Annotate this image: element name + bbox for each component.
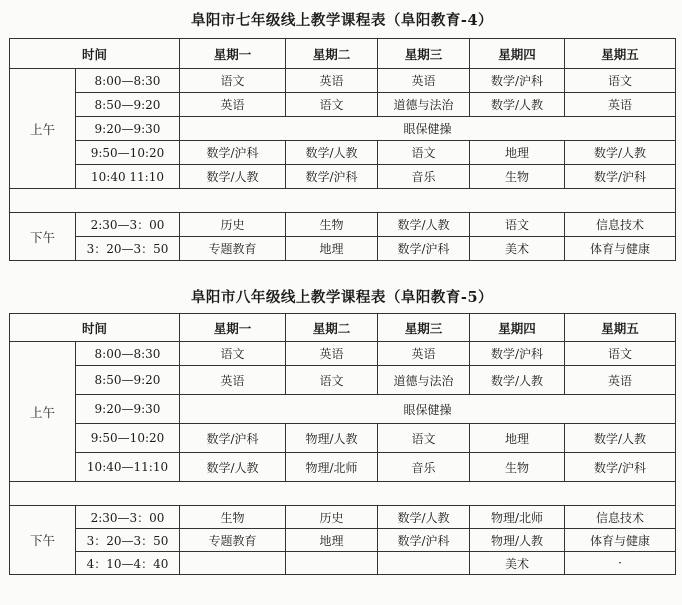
time-slot: 3：20—3：50 xyxy=(76,529,180,552)
schedule-table xyxy=(9,38,676,261)
class-cell: 专题教育 xyxy=(180,237,286,261)
class-cell: 英语 xyxy=(180,93,286,117)
class-cell: 语文 xyxy=(286,366,378,395)
header-day: 星期一 xyxy=(180,314,286,342)
table-row xyxy=(10,366,676,395)
class-cell: 数学/沪科 xyxy=(470,69,565,93)
class-cell: 数学/人教 xyxy=(565,424,676,453)
table-row xyxy=(10,395,676,424)
class-cell: 数学/人教 xyxy=(180,165,286,189)
class-cell: 美术 xyxy=(470,552,565,575)
class-cell: 美术 xyxy=(470,237,565,261)
class-cell: 数学/人教 xyxy=(378,213,470,237)
table-row xyxy=(10,506,676,529)
class-cell: 生物 xyxy=(180,506,286,529)
class-cell xyxy=(180,552,286,575)
break-row xyxy=(10,189,676,213)
class-cell: 道德与法治 xyxy=(378,366,470,395)
header-time: 时间 xyxy=(10,314,180,342)
class-cell: 地理 xyxy=(286,529,378,552)
header-day: 星期五 xyxy=(565,39,676,69)
class-cell: 物理/人教 xyxy=(470,529,565,552)
class-cell: 数学/沪科 xyxy=(286,165,378,189)
class-cell: 数学/人教 xyxy=(180,453,286,482)
time-slot: 4：10—4：40 xyxy=(76,552,180,575)
class-cell: 体育与健康 xyxy=(565,529,676,552)
table-row xyxy=(10,529,676,552)
table-row xyxy=(10,453,676,482)
header-day: 星期一 xyxy=(180,39,286,69)
afternoon-label: 下午 xyxy=(10,506,76,575)
time-slot: 9:50—10:20 xyxy=(76,141,180,165)
class-cell: 数学/沪科 xyxy=(565,165,676,189)
class-cell: 音乐 xyxy=(378,165,470,189)
class-cell: 语文 xyxy=(470,213,565,237)
class-cell: 生物 xyxy=(470,165,565,189)
class-cell: 信息技术 xyxy=(565,506,676,529)
class-cell: 数学/人教 xyxy=(286,141,378,165)
class-cell: 生物 xyxy=(470,453,565,482)
table-row xyxy=(10,117,676,141)
class-cell: 英语 xyxy=(180,366,286,395)
header-day: 星期五 xyxy=(565,314,676,342)
class-cell: 数学/人教 xyxy=(470,93,565,117)
table-title: 阜阳市八年级线上教学课程表（阜阳教育-5） xyxy=(190,289,494,306)
class-cell xyxy=(286,552,378,575)
class-cell: 地理 xyxy=(470,424,565,453)
time-slot: 9:20—9:30 xyxy=(76,117,180,141)
time-slot: 10:40—11:10 xyxy=(76,453,180,482)
class-cell: 信息技术 xyxy=(565,213,676,237)
table-row xyxy=(10,93,676,117)
break-cell xyxy=(10,482,676,506)
class-cell: 语文 xyxy=(565,69,676,93)
time-slot: 9:20—9:30 xyxy=(76,395,180,424)
time-slot: 8:50—9:20 xyxy=(76,366,180,395)
class-cell: 英语 xyxy=(565,93,676,117)
class-cell: 物理/北师 xyxy=(470,506,565,529)
class-cell: 语文 xyxy=(180,342,286,366)
class-cell: 数学/沪科 xyxy=(180,141,286,165)
class-cell: 数学/沪科 xyxy=(470,342,565,366)
header-row xyxy=(10,39,676,69)
table-title: 阜阳市七年级线上教学课程表（阜阳教育-4） xyxy=(190,12,494,29)
class-cell: 地理 xyxy=(470,141,565,165)
table-row xyxy=(10,165,676,189)
class-cell: 数学/沪科 xyxy=(378,529,470,552)
class-cell: 英语 xyxy=(378,342,470,366)
header-row xyxy=(10,314,676,342)
afternoon-label: 下午 xyxy=(10,213,76,261)
class-cell: 语文 xyxy=(180,69,286,93)
morning-label: 上午 xyxy=(10,69,76,189)
class-cell: 数学/人教 xyxy=(378,506,470,529)
class-cell: 物理/人教 xyxy=(286,424,378,453)
class-cell: 历史 xyxy=(286,506,378,529)
eye-exercise-cell: 眼保健操 xyxy=(180,395,676,424)
class-cell: 英语 xyxy=(286,342,378,366)
table-row xyxy=(10,342,676,366)
table-row xyxy=(10,424,676,453)
class-cell: 地理 xyxy=(286,237,378,261)
eye-exercise-cell: 眼保健操 xyxy=(180,117,676,141)
class-cell: 语文 xyxy=(565,342,676,366)
class-cell: 历史 xyxy=(180,213,286,237)
class-cell: 语文 xyxy=(286,93,378,117)
time-slot: 8:00—8:30 xyxy=(76,342,180,366)
time-slot: 8:00—8:30 xyxy=(76,69,180,93)
class-cell: 数学/沪科 xyxy=(565,453,676,482)
header-day: 星期三 xyxy=(378,39,470,69)
class-cell: 语文 xyxy=(378,424,470,453)
class-cell: 语文 xyxy=(378,141,470,165)
break-row xyxy=(10,482,676,506)
time-slot: 3：20—3：50 xyxy=(76,237,180,261)
class-cell: 体育与健康 xyxy=(565,237,676,261)
class-cell: 物理/北师 xyxy=(286,453,378,482)
class-cell: · xyxy=(565,552,676,575)
header-day: 星期二 xyxy=(286,39,378,69)
schedule-table xyxy=(9,313,676,575)
class-cell: 生物 xyxy=(286,213,378,237)
break-cell xyxy=(10,189,676,213)
table-row xyxy=(10,213,676,237)
class-cell: 道德与法治 xyxy=(378,93,470,117)
header-time: 时间 xyxy=(10,39,180,69)
time-slot: 9:50—10:20 xyxy=(76,424,180,453)
class-cell: 英语 xyxy=(286,69,378,93)
header-day: 星期二 xyxy=(286,314,378,342)
class-cell: 数学/沪科 xyxy=(378,237,470,261)
class-cell: 数学/沪科 xyxy=(180,424,286,453)
class-cell: 英语 xyxy=(378,69,470,93)
table-row xyxy=(10,69,676,93)
class-cell: 数学/人教 xyxy=(565,141,676,165)
time-slot: 10:40 11:10 xyxy=(76,165,180,189)
class-cell: 数学/人教 xyxy=(470,366,565,395)
grade7-schedule xyxy=(9,4,675,261)
class-cell: 音乐 xyxy=(378,453,470,482)
time-slot: 8:50—9:20 xyxy=(76,93,180,117)
table-row xyxy=(10,141,676,165)
header-day: 星期四 xyxy=(470,314,565,342)
table-row xyxy=(10,237,676,261)
class-cell: 英语 xyxy=(565,366,676,395)
time-slot: 2:30—3：00 xyxy=(76,213,180,237)
morning-label: 上午 xyxy=(10,342,76,482)
grade8-schedule xyxy=(9,285,675,575)
header-day: 星期三 xyxy=(378,314,470,342)
class-cell xyxy=(378,552,470,575)
time-slot: 2:30—3：00 xyxy=(76,506,180,529)
table-row xyxy=(10,552,676,575)
class-cell: 专题教育 xyxy=(180,529,286,552)
header-day: 星期四 xyxy=(470,39,565,69)
